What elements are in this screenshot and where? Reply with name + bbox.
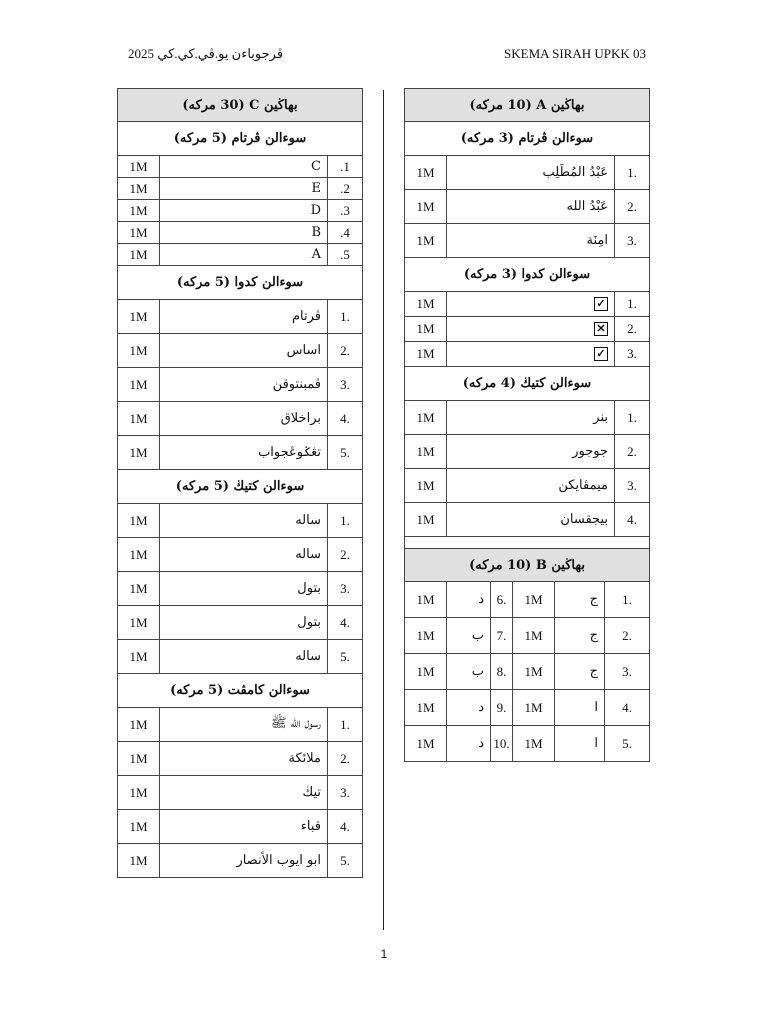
mark: 1M	[405, 292, 447, 317]
answer: جوجور	[447, 435, 615, 469]
answer: بيجقسان	[447, 503, 615, 537]
question-number: 3.	[328, 572, 363, 606]
table-row	[405, 156, 650, 190]
question-number: 2.	[328, 538, 363, 572]
question-number: 6.	[491, 582, 513, 618]
table-row	[405, 317, 650, 342]
answer: E	[160, 178, 328, 200]
mark: 1M	[118, 844, 160, 878]
section-c-q1-title: سوءالن ڤرتام (5 مركه)	[118, 122, 363, 156]
answer: ا	[555, 690, 605, 726]
question-number: 1.	[605, 582, 650, 618]
question-number: 8.	[491, 654, 513, 690]
question-number: 5.	[605, 726, 650, 762]
question-number: 1.	[328, 300, 363, 334]
answer: ب	[447, 618, 491, 654]
question-number: .4	[328, 222, 363, 244]
table-row	[118, 436, 363, 470]
answer: ساله	[160, 538, 328, 572]
table-row	[118, 538, 363, 572]
answer: عَبْدُ المُطَلِب	[447, 156, 615, 190]
question-number: 3.	[615, 224, 650, 258]
table-row	[405, 224, 650, 258]
question-number: 1.	[328, 504, 363, 538]
mark: 1M	[118, 504, 160, 538]
answer: بتول	[160, 606, 328, 640]
section-a-table	[404, 88, 650, 553]
question-number: 5.	[328, 844, 363, 878]
question-number: 9.	[491, 690, 513, 726]
mark: 1M	[118, 402, 160, 436]
section-a-q2-title: سوءالن كدوا (3 مركه)	[405, 258, 650, 292]
table-row	[118, 222, 363, 244]
table-row	[405, 469, 650, 503]
answer: قباء	[160, 810, 328, 844]
checkbox-crossed-icon: ✕	[594, 322, 608, 336]
question-number: 10.	[491, 726, 513, 762]
answer: د	[447, 726, 491, 762]
table-row	[405, 292, 650, 317]
answer: براخلاق	[160, 402, 328, 436]
answer: D	[160, 200, 328, 222]
column-divider	[383, 90, 384, 930]
table-row	[405, 503, 650, 537]
table-row	[118, 742, 363, 776]
section-c-q3-title: سوءالن كتيڬ (5 مركه)	[118, 470, 363, 504]
table-row	[118, 810, 363, 844]
mark: 1M	[118, 606, 160, 640]
mark: 1M	[405, 726, 447, 762]
mark: 1M	[118, 640, 160, 674]
table-row	[405, 618, 650, 654]
table-row	[405, 401, 650, 435]
answer: تڠݢوڠجواب	[160, 436, 328, 470]
question-number: 2.	[615, 317, 650, 342]
mark: 1M	[118, 776, 160, 810]
question-number: 3.	[328, 776, 363, 810]
mark: 1M	[405, 156, 447, 190]
answer: ڤرتام	[160, 300, 328, 334]
table-row	[405, 726, 650, 762]
answer: ا	[555, 726, 605, 762]
table-row	[118, 640, 363, 674]
answer: اساس	[160, 334, 328, 368]
mark: 1M	[405, 654, 447, 690]
checkbox-checked-icon: ✓	[594, 347, 608, 361]
question-number: 4.	[328, 606, 363, 640]
answer: ملائكة	[160, 742, 328, 776]
question-number: 3.	[615, 342, 650, 367]
question-number: 1.	[615, 156, 650, 190]
answer: عَبْدُ الله	[447, 190, 615, 224]
mark: 1M	[118, 572, 160, 606]
mark: 1M	[118, 538, 160, 572]
mark: 1M	[405, 401, 447, 435]
answer: امِنَة	[447, 224, 615, 258]
answer: د	[447, 582, 491, 618]
table-row	[118, 244, 363, 266]
question-number: 2.	[605, 618, 650, 654]
mark: 1M	[118, 178, 160, 200]
header-left-text: ڤرجوباءن يو.ڤي.كي.كي 2025	[128, 46, 284, 61]
table-row	[405, 435, 650, 469]
section-c-title: بهاڬين C (30 مركه)	[118, 89, 363, 122]
mark: 1M	[405, 582, 447, 618]
checkbox-checked-icon: ✓	[594, 297, 608, 311]
table-row	[118, 368, 363, 402]
mark: 1M	[118, 156, 160, 178]
table-row	[118, 402, 363, 436]
mark: 1M	[405, 317, 447, 342]
question-number: 3.	[615, 469, 650, 503]
question-number: 3.	[328, 368, 363, 402]
mark: 1M	[513, 654, 555, 690]
table-row	[405, 582, 650, 618]
table-row	[118, 156, 363, 178]
question-number: 2.	[328, 334, 363, 368]
table-row	[118, 776, 363, 810]
table-row	[405, 342, 650, 367]
mark: 1M	[513, 582, 555, 618]
question-number: 4.	[605, 690, 650, 726]
question-number: .5	[328, 244, 363, 266]
mark: 1M	[405, 503, 447, 537]
mark: 1M	[405, 342, 447, 367]
answer: بنر	[447, 401, 615, 435]
mark: 1M	[118, 244, 160, 266]
mark: 1M	[513, 618, 555, 654]
section-c-table	[117, 88, 363, 878]
answer: ميمڤايكن	[447, 469, 615, 503]
header-right-text: SKEMA SIRAH UPKK 03	[504, 46, 646, 61]
mark: 1M	[405, 435, 447, 469]
table-row	[118, 708, 363, 742]
table-row	[118, 504, 363, 538]
question-number: 4.	[328, 810, 363, 844]
mark: 1M	[118, 368, 160, 402]
table-row	[405, 190, 650, 224]
answer: ساله	[160, 640, 328, 674]
table-row	[118, 572, 363, 606]
question-number: 2.	[615, 435, 650, 469]
answer: د	[447, 690, 491, 726]
section-a-title: بهاڬين A (10 مركه)	[405, 89, 650, 122]
question-number: 2.	[615, 190, 650, 224]
mark: 1M	[118, 200, 160, 222]
answer: بتول	[160, 572, 328, 606]
section-b-table	[404, 548, 650, 762]
question-number: 1.	[615, 292, 650, 317]
answer: ب	[447, 654, 491, 690]
mark: 1M	[405, 618, 447, 654]
answer: رسول الله ﷺ	[160, 708, 328, 742]
mark: 1M	[405, 224, 447, 258]
section-c-q2-title: سوءالن كدوا (5 مركه)	[118, 266, 363, 300]
page-number: 1	[380, 947, 388, 961]
question-number: .3	[328, 200, 363, 222]
question-number: 4.	[328, 402, 363, 436]
answer: تيڬ	[160, 776, 328, 810]
answer: B	[160, 222, 328, 244]
mark: 1M	[118, 742, 160, 776]
question-number: 2.	[328, 742, 363, 776]
question-number: .2	[328, 178, 363, 200]
question-number: 4.	[615, 503, 650, 537]
answer: ج	[555, 618, 605, 654]
question-number: 3.	[605, 654, 650, 690]
answer: ج	[555, 582, 605, 618]
table-row	[118, 300, 363, 334]
table-row	[405, 690, 650, 726]
question-number: 5.	[328, 436, 363, 470]
mark: 1M	[118, 300, 160, 334]
answer: ساله	[160, 504, 328, 538]
question-number: 1.	[328, 708, 363, 742]
answer: ابو ايوب الأنصار	[160, 844, 328, 878]
mark: 1M	[118, 222, 160, 244]
table-row	[118, 844, 363, 878]
section-a-q3-title: سوءالن كتيڬ (4 مركه)	[405, 367, 650, 401]
table-row	[118, 606, 363, 640]
answer: C	[160, 156, 328, 178]
mark: 1M	[513, 726, 555, 762]
mark: 1M	[118, 436, 160, 470]
mark: 1M	[513, 690, 555, 726]
table-row	[118, 200, 363, 222]
table-row	[118, 178, 363, 200]
answer: ج	[555, 654, 605, 690]
section-a-q1-title: سوءالن ڤرتام (3 مركه)	[405, 122, 650, 156]
answer: ڤمبنتوقن	[160, 368, 328, 402]
section-b-title: بهاڬين B (10 مركه)	[405, 549, 650, 582]
answer: A	[160, 244, 328, 266]
mark: 1M	[405, 469, 447, 503]
mark: 1M	[118, 334, 160, 368]
mark: 1M	[405, 190, 447, 224]
table-row	[118, 334, 363, 368]
question-number: .1	[328, 156, 363, 178]
mark: 1M	[118, 708, 160, 742]
mark: 1M	[405, 690, 447, 726]
mark: 1M	[118, 810, 160, 844]
table-row	[405, 654, 650, 690]
question-number: 1.	[615, 401, 650, 435]
question-number: 5.	[328, 640, 363, 674]
question-number: 7.	[491, 618, 513, 654]
section-c-q4-title: سوءالن كامڤت (5 مركه)	[118, 674, 363, 708]
